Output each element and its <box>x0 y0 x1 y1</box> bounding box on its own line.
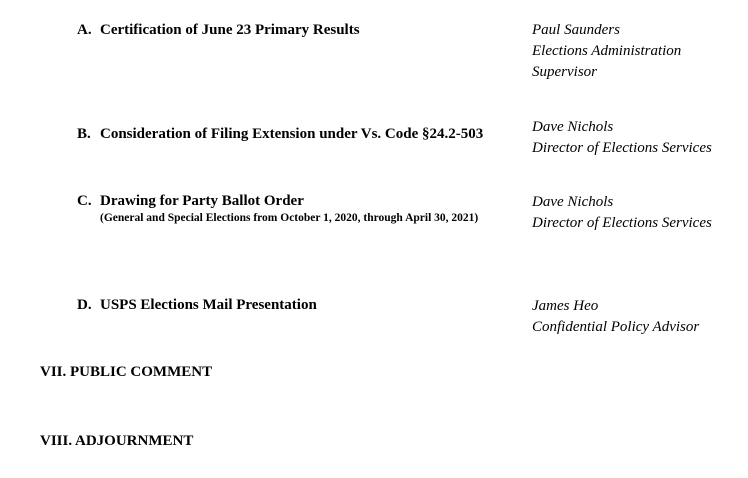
section-adjournment: VIII. ADJOURNMENT <box>40 433 194 449</box>
section-public-comment: VII. PUBLIC COMMENT <box>40 364 213 380</box>
presenter-c <box>532 192 712 234</box>
agenda-item-c <box>77 192 304 210</box>
agenda-item-a <box>77 21 360 39</box>
item-title: Drawing for Party Ballot Order <box>100 193 304 209</box>
presenter-b <box>532 117 712 159</box>
presenter-name: Paul Saunders <box>532 22 620 38</box>
agenda-item-d <box>77 296 317 314</box>
item-title: Certification of June 23 Primary Results <box>100 22 360 38</box>
presenter-name: James Heo <box>532 298 599 314</box>
item-letter: C. <box>77 193 92 209</box>
presenter-role-line: Elections Administration <box>532 43 682 59</box>
presenter-role-line: Director of Elections Services <box>532 215 712 231</box>
agenda-item-b <box>77 125 483 143</box>
presenter-role-line: Director of Elections Services <box>532 140 712 156</box>
item-letter: A. <box>77 22 92 38</box>
item-title: Consideration of Filing Extension under Vs. Code §24.2-503 <box>100 126 484 142</box>
item-letter: B. <box>77 126 91 142</box>
item-title: USPS Elections Mail Presentation <box>100 297 317 313</box>
presenter-name: Dave Nichols <box>532 194 614 210</box>
item-letter: D. <box>77 297 92 313</box>
presenter-role-line: Supervisor <box>532 64 597 80</box>
presenter-a <box>532 20 681 83</box>
presenter-name: Dave Nichols <box>532 119 614 135</box>
presenter-role-line: Confidential Policy Advisor <box>532 319 700 335</box>
item-subtitle: (General and Special Elections from October 1, 2020, through April 30, 2021) <box>100 212 479 224</box>
presenter-d <box>532 296 699 338</box>
